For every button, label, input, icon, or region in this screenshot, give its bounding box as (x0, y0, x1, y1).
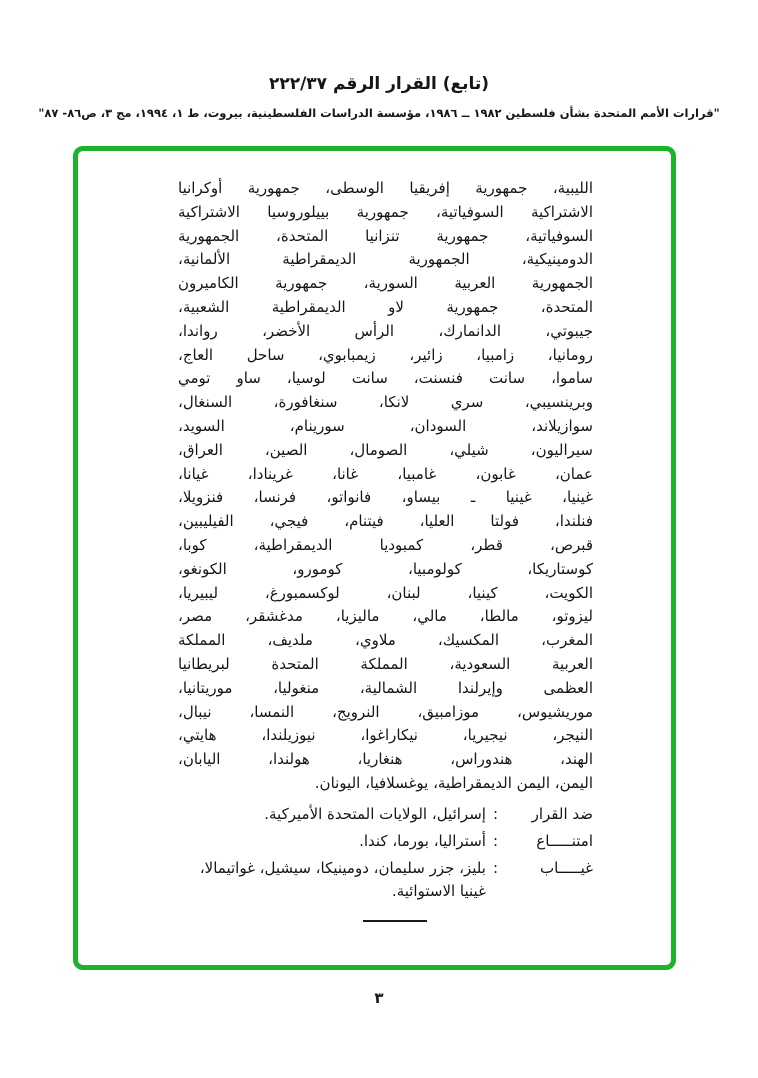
country-list-line: ساموا، سانت فنسنت، سانت لوسيا، ساو تومي (178, 369, 593, 388)
country-list-line: قبرص، قطر، كمبوديا الديمقراطية، كوبا، (178, 535, 593, 554)
vote-absent-row (178, 857, 593, 903)
country-list-line: غينيا، غينيا ـ بيساو، فانواتو، فرنسا، فنزويلا، (178, 488, 593, 507)
country-list-line: النيجر، نيجيريا، نيكاراغوا، نيوزيلندا، هايتي، (178, 726, 593, 745)
page-title: (تابع) القرار الرقم ٢٢٢/٣٧ (268, 74, 490, 94)
country-list-line: الليبية، جمهورية إفريقيا الوسطى، جمهورية أوكرانيا (178, 179, 593, 197)
country-list-line: عمان، غابون، غامبيا، غانا، غرينادا، غيانا، (178, 464, 593, 483)
vote-abstain-countries: أستراليا، بورما، كندا. (359, 831, 486, 850)
country-list (178, 177, 593, 796)
country-list-line: ليزوتو، مالطا، مالي، ماليزيا، مدغشقر، مصر، (178, 607, 593, 626)
country-list-line: الكويت، كينيا، لبنان، لوكسمبورغ، ليبيريا، (178, 583, 593, 602)
country-list-line: موريشيوس، موزامبيق، النرويج، النمسا، نيبال، (178, 702, 593, 721)
vote-against-countries: إسرائيل، الولايات المتحدة الأميركية. (264, 804, 486, 823)
country-list-line: سوازيلاند، السودان، سورينام، السويد، (178, 416, 593, 435)
country-list-line: المغرب، المكسيك، ملاوي، ملديف، المملكة (178, 631, 593, 650)
resolution-box (73, 146, 676, 970)
country-list-line: كوستاريكا، كولومبيا، كومورو، الكونغو، (178, 559, 593, 578)
country-list-line: فنلندا، فولتا العليا، فيتنام، فيجي، الفيليبين، (178, 512, 593, 531)
country-list-line: المتحدة، جمهورية لاو الديمقراطية الشعبية، (178, 297, 593, 316)
vote-against-row (178, 803, 593, 826)
page-number: ٣ (374, 989, 384, 1007)
country-list-line: الاشتراكية السوفياتية، جمهورية بييلوروسيا الاشتراكية (178, 202, 593, 221)
vote-against-label: ضد القرار (531, 804, 593, 823)
country-list-line: جيبوتي، الدانمارك، الرأس الأخضر، رواندا، (178, 321, 593, 340)
country-list-line: سيراليون، شيلي، الصومال، الصين، العراق، (178, 440, 593, 459)
vote-absent-countries-line1: بليز، جزر سليمان، دومينيكا، سيشيل، غواتيمالا، (199, 858, 486, 877)
vote-abstain-label: امتنـــــاع (536, 831, 593, 850)
country-list-line: رومانيا، زامبيا، زائير، زيمبابوي، ساحل العاج، (178, 345, 593, 364)
colon-separator: : (492, 831, 498, 850)
colon-separator: : (492, 858, 498, 877)
country-list-line: اليمن، اليمن الديمقراطية، يوغسلافيا، اليونان. (314, 773, 593, 792)
source-citation: "قرارات الأمم المتحدة بشأن فلسطين ١٩٨٢ ــ ١٩٨٦، مؤسسة الدراسات الفلسطينية، بيروت، ط ١، ١٩٩٤، مج ٣، ص٨٦- ٨٧" (38, 106, 720, 120)
vote-absent-countries (178, 857, 486, 903)
vote-abstain-row (178, 830, 593, 853)
country-list-line: الدومينيكية، الجمهورية الديمقراطية الألمانية، (178, 250, 593, 269)
country-list-line: السوفياتية، جمهورية تنزانيا المتحدة، الجمهورية (178, 226, 593, 245)
vote-results (178, 803, 593, 903)
country-list-line: الهند، هندوراس، هنغاريا، هولندا، اليابان، (178, 750, 593, 769)
country-list-line: العظمى وإيرلندا الشمالية، منغوليا، موريتانيا، (178, 678, 593, 697)
country-list-line: الجمهورية العربية السورية، جمهورية الكاميرون (178, 274, 593, 293)
country-list-line: وبرينسيبي، سري لانكا، سنغافورة، السنغال، (178, 393, 593, 412)
colon-separator: : (492, 804, 498, 823)
country-list-line: العربية السعودية، المملكة المتحدة لبريطانيا (178, 654, 593, 673)
vote-absent-label: غيـــــاب (539, 858, 593, 877)
vote-absent-countries-line2: غينيا الاستوائية. (391, 881, 486, 900)
section-end-rule (363, 920, 427, 922)
